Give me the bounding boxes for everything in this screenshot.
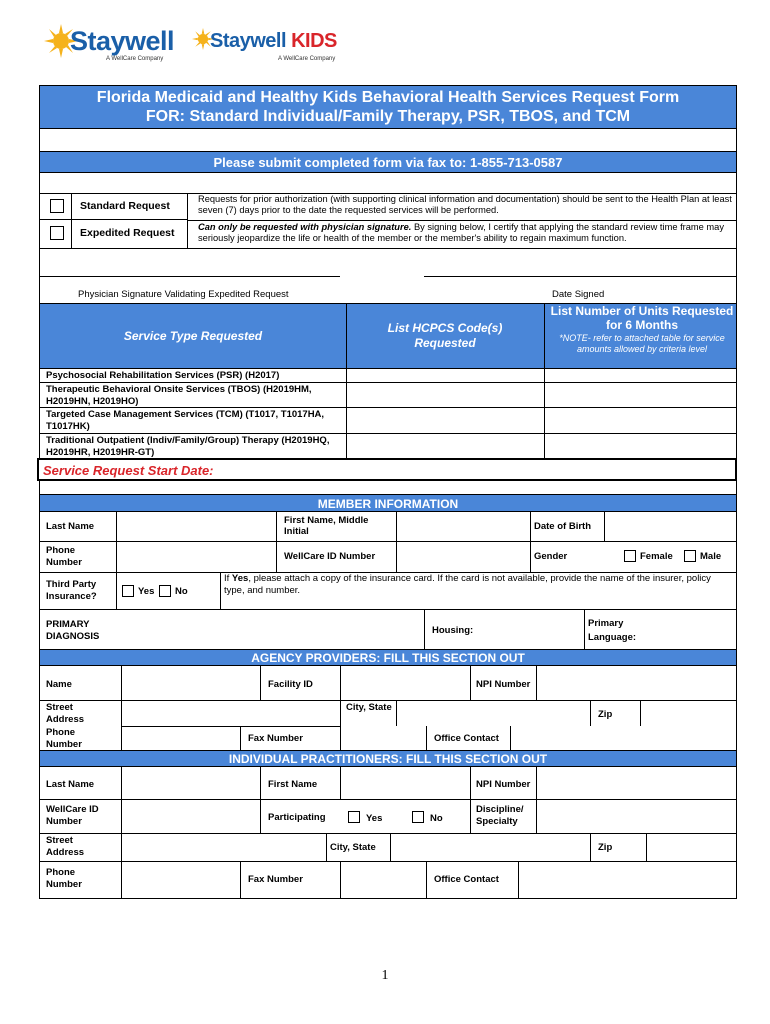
expedited-request-certification: By signing below, I certify that applying the standard review time frame may seriously jeopardize the life or health of the member or the member's ability to regain maximum function.: [198, 222, 724, 243]
hcpcs-header: List HCPCS Code(s) Requested: [387, 321, 503, 350]
insurance-no-label: No: [175, 586, 188, 597]
participating-yes-label: Yes: [366, 813, 383, 824]
participating-no-label: No: [430, 813, 443, 824]
service-type-header: Service Type Requested: [123, 329, 263, 343]
insurance-yes-label: Yes: [138, 586, 155, 597]
practitioner-fax-label: Fax Number: [248, 874, 303, 885]
page-number: 1: [381, 968, 389, 983]
service-outpatient: Traditional Outpatient (Indiv/Family/Group) Therapy (H2019HQ, H2019HR, H2019HR-GT): [46, 435, 330, 458]
member-last-name-label: Last Name: [46, 521, 95, 532]
signature-line[interactable]: [40, 276, 340, 277]
practitioner-last-name-label: Last Name: [46, 779, 95, 790]
start-date-box[interactable]: [37, 458, 737, 481]
staywell-kids-tagline: A WellCare Company: [278, 56, 336, 62]
agency-section: [39, 665, 737, 751]
third-party-label: Third Party Insurance?: [46, 579, 97, 602]
expedited-request-text: [198, 222, 733, 244]
service-psr: Psychosocial Rehabilitation Services (PSR) (H2017): [46, 370, 280, 381]
agency-street-field[interactable]: [122, 700, 340, 726]
male-checkbox[interactable]: [684, 550, 696, 562]
practitioner-npi-field[interactable]: [537, 766, 737, 799]
individual-section: [39, 766, 737, 899]
staywell-wordmark: Staywell: [70, 26, 175, 56]
service-tcm: Targeted Case Management Services (TCM) (T1017, T1017HA, T1017HK): [46, 409, 325, 432]
practitioner-fax-field[interactable]: [341, 862, 426, 899]
member-phone-label: Phone Number: [46, 545, 82, 568]
insurance-yes-checkbox[interactable]: [122, 585, 134, 597]
kids-wordmark: KIDS: [291, 30, 337, 52]
primary-diagnosis-field[interactable]: [117, 610, 424, 650]
individual-header: INDIVIDUAL PRACTITIONERS: FILL THIS SECTION OUT: [39, 750, 737, 767]
agency-city-field[interactable]: [397, 700, 590, 726]
practitioner-npi-label: NPI Number: [476, 779, 531, 790]
agency-npi-label: NPI Number: [476, 679, 531, 690]
primary-language-label: Primary Language:: [588, 618, 637, 643]
standard-request-label: Standard Request: [80, 200, 170, 212]
expedited-request-checkbox[interactable]: [50, 226, 64, 240]
practitioner-wellcare-id-field[interactable]: [122, 800, 260, 833]
member-wellcare-id-label: WellCare ID Number: [284, 551, 376, 562]
member-section: [39, 511, 737, 650]
form-subtitle: FOR: Standard Individual/Family Therapy, PSR, TBOS, and TCM: [145, 108, 631, 125]
fax-instruction: Please submit completed form via fax to: 1-855-713-0587: [213, 155, 563, 170]
participating-yes-checkbox[interactable]: [348, 811, 360, 823]
spacer-row: [39, 128, 737, 152]
practitioner-zip-label: Zip: [598, 842, 613, 853]
agency-header: AGENCY PROVIDERS: FILL THIS SECTION OUT: [39, 649, 737, 666]
agency-zip-label: Zip: [598, 709, 613, 720]
housing-label: Housing:: [432, 625, 474, 636]
member-first-name-label: First Name, Middle Initial: [284, 515, 369, 537]
date-signed-label: Date Signed: [552, 289, 605, 300]
fax-band: [39, 151, 737, 173]
practitioner-first-name-label: First Name: [268, 779, 318, 790]
agency-phone-label: Phone Number: [46, 727, 82, 750]
signature-section: [39, 248, 737, 304]
agency-phone-field[interactable]: [122, 727, 240, 751]
agency-street-label: Street Address: [46, 702, 85, 725]
services-table: [39, 368, 737, 459]
standard-request-text: Requests for prior authorization (with supporting clinical information and documentation) should be sent to the Health Plan at least seven (7) days prior to the date the requested services will be performed.: [198, 194, 732, 215]
agency-fax-label: Fax Number: [248, 733, 303, 744]
member-wellcare-id-field[interactable]: [397, 542, 530, 572]
practitioner-first-name-field[interactable]: [341, 766, 470, 799]
staywell-kids-logo: [192, 18, 342, 64]
practitioner-city-field[interactable]: [391, 834, 590, 861]
service-tbos: Therapeutic Behavioral Onsite Services (TBOS) (H2019HM, H2019HN, H2019HO): [46, 384, 312, 407]
services-header: [39, 303, 737, 369]
expedited-request-label: Expedited Request: [80, 227, 175, 239]
expedited-request-warning: Can only be requested with physician signature.: [198, 222, 412, 232]
agency-npi-field[interactable]: [537, 665, 737, 700]
staywell-tagline: A WellCare Company: [106, 56, 164, 62]
practitioner-contact-label: Office Contact: [434, 874, 499, 885]
standard-request-checkbox[interactable]: [50, 199, 64, 213]
agency-contact-label: Office Contact: [434, 733, 499, 744]
female-checkbox[interactable]: [624, 550, 636, 562]
spacer-row: [39, 481, 737, 495]
units-note: *NOTE- refer to attached table for service amounts allowed by criteria level: [559, 333, 725, 354]
practitioner-wellcare-id-label: WellCare ID Number: [46, 804, 99, 827]
participating-label: Participating: [268, 812, 326, 823]
member-dob-label: Date of Birth: [534, 521, 591, 532]
member-first-name-field[interactable]: [397, 511, 530, 541]
agency-zip-field[interactable]: [641, 700, 737, 726]
insurance-instructions: If Yes, please attach a copy of the insurance card. If the card is not available, provide the name of the insurer, policy type, and number.: [224, 573, 711, 596]
units-header: List Number of Units Requested for 6 Months: [550, 304, 734, 332]
request-type-section: [39, 193, 737, 249]
male-label: Male: [700, 551, 722, 562]
member-header: MEMBER INFORMATION: [39, 494, 737, 512]
practitioner-street-label: Street Address: [46, 835, 85, 858]
member-gender-label: Gender: [534, 551, 568, 562]
practitioner-phone-label: Phone Number: [46, 867, 82, 890]
member-dob-field[interactable]: [605, 511, 737, 541]
facility-id-field[interactable]: [341, 665, 470, 700]
facility-id-label: Facility ID: [268, 679, 313, 690]
agency-name-label: Name: [46, 679, 72, 690]
start-date-label: Service Request Start Date:: [43, 463, 214, 478]
primary-language-field[interactable]: [646, 610, 737, 650]
primary-diagnosis-label: PRIMARY DIAGNOSIS: [46, 619, 100, 642]
housing-field[interactable]: [490, 610, 584, 650]
practitioner-city-label: City, State: [330, 842, 376, 853]
discipline-field[interactable]: [537, 800, 737, 833]
participating-no-checkbox[interactable]: [412, 811, 424, 823]
form-title-band: [39, 85, 737, 129]
practitioner-last-name-field[interactable]: [122, 766, 260, 799]
insurance-no-checkbox[interactable]: [159, 585, 171, 597]
agency-fax-field[interactable]: [341, 727, 426, 751]
female-label: Female: [640, 551, 673, 562]
spacer-row: [39, 172, 737, 194]
form-title: Florida Medicaid and Healthy Kids Behavioral Health Services Request Form: [96, 89, 680, 106]
date-signed-line[interactable]: [424, 276, 737, 277]
member-phone-field[interactable]: [117, 542, 276, 572]
member-last-name-field[interactable]: [117, 511, 276, 541]
practitioner-street-field[interactable]: [122, 834, 326, 861]
staywell-kids-wordmark: Staywell: [210, 30, 287, 52]
agency-name-field[interactable]: [122, 665, 260, 700]
discipline-label: Discipline/ Specialty: [476, 804, 524, 827]
agency-city-label: City, State: [346, 702, 392, 713]
practitioner-zip-field[interactable]: [647, 834, 737, 861]
signature-label: Physician Signature Validating Expedited Request: [78, 289, 289, 300]
agency-contact-field[interactable]: [511, 727, 737, 751]
staywell-logo: [44, 18, 194, 64]
practitioner-contact-field[interactable]: [519, 862, 737, 899]
practitioner-phone-field[interactable]: [122, 862, 240, 899]
